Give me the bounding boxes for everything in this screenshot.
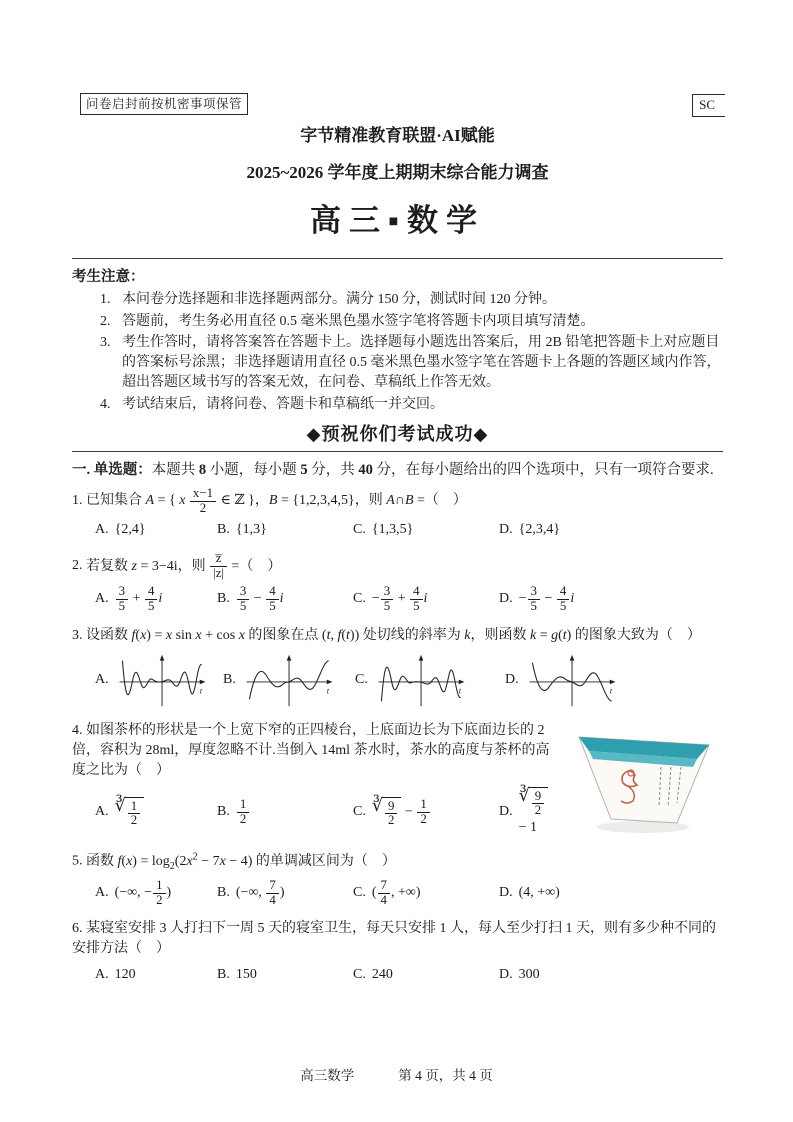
divider-section — [72, 451, 723, 452]
option-b: B. $\frac{1}{2}$ — [217, 798, 353, 826]
option-a: A. t — [95, 651, 223, 709]
teacup-image — [565, 715, 723, 837]
svg-text:t: t — [609, 685, 612, 696]
option-d: D. (4, +∞) — [499, 883, 723, 903]
option-b: B. (−∞, $\frac{7}{4}$ ) — [217, 878, 285, 907]
question-3-options — [72, 651, 723, 709]
option-c: C. ( $\frac{7}{4}$ , +∞) — [353, 878, 421, 907]
option-value: ∛ $\frac{9}{2}$ − 1 — [519, 787, 555, 838]
option-value: $\frac{3}{5}$ + $\frac{4}{5}$ i — [115, 585, 163, 613]
option-d: D. 300 — [499, 965, 723, 985]
notice-item-text: 本问卷分选择题和非选择题两部分。满分 150 分，测试时间 120 分钟。 — [122, 292, 556, 308]
exam-organizer-title: 字节精准教育联盟·AI赋能 — [300, 126, 495, 145]
option-a: A. (−∞, − $\frac{1}{2}$ ) — [95, 878, 172, 907]
question-4 — [72, 721, 723, 838]
question-3 — [72, 626, 723, 709]
option-d: D. − $\frac{3}{5}$ − $\frac{4}{5}$ i — [499, 584, 575, 613]
notice-item-3 — [100, 333, 723, 394]
notice-item-text: 答题前，考生务必用直径 0.5 毫米黑色墨水签字笔将答题卡内项目填写清楚。 — [122, 313, 595, 329]
option-c: C. ∛ $\frac{9}{2}$ − $\frac{1}{2}$ — [353, 797, 499, 828]
graph-option-d — [525, 651, 621, 709]
question-number: 3. — [72, 627, 83, 643]
question-2-options — [72, 585, 723, 613]
option-d: D. {2,3,4} — [499, 520, 723, 540]
confidential-notice: 问卷启封前按机密事项保管 — [80, 93, 248, 115]
question-5-options — [72, 879, 723, 907]
question-number: 5. — [72, 853, 83, 869]
option-b: B. {1,3} — [217, 520, 353, 540]
option-c: C. {1,3,5} — [353, 520, 499, 540]
option-a: A. 120 — [95, 965, 217, 985]
notice-item-number: 2. — [100, 313, 111, 329]
question-1 — [72, 487, 723, 540]
exam-subject-title: 高三▪数学 — [310, 203, 485, 239]
corner-mark: SC — [692, 94, 725, 117]
notice-item-1 — [100, 290, 723, 310]
option-value: ∛ $\frac{1}{2}$ — [115, 797, 145, 828]
question-text: 已知集合 A = { x $\frac{x-1}{2}$ ∈ ℤ }，B = {1,2,3,4,5}，则 A∩B =（ ） — [86, 486, 467, 515]
option-a: A. $\frac{3}{5}$ + $\frac{4}{5}$ i — [95, 584, 163, 613]
notice-item-number: 3. — [100, 334, 111, 350]
option-d: D. t — [505, 651, 723, 709]
exam-session-title: 2025~2026 学年度上期期末综合能力调查 — [246, 162, 549, 182]
page-footer — [0, 1066, 793, 1086]
option-d: D. ∛ $\frac{9}{2}$ − 1 — [499, 787, 555, 838]
footer-page-number: 第 4 页，共 4 页 — [398, 1068, 493, 1084]
option-value: {1,3} — [235, 522, 267, 538]
good-luck-banner: ◆预祝你们考试成功◆ — [306, 424, 489, 445]
option-value: ( $\frac{7}{4}$ , +∞) — [371, 878, 421, 907]
question-number: 1. — [72, 493, 83, 509]
notice-heading: 考生注意： — [72, 269, 145, 286]
option-a: A. ∛ $\frac{1}{2}$ — [95, 797, 217, 828]
question-3-stem — [72, 626, 723, 646]
divider-top — [72, 258, 723, 259]
option-value: (−∞, − $\frac{1}{2}$ ) — [114, 878, 172, 907]
option-b: B. 150 — [217, 965, 353, 985]
question-6-options — [72, 965, 723, 985]
graph-option-b — [242, 651, 338, 709]
question-2 — [72, 552, 723, 613]
svg-text:t: t — [199, 685, 202, 696]
question-text: 函数 $f(x) = \log_2(2x^2 - 7x - 4)$ 的单调减区间为（ ） — [86, 851, 396, 872]
notice-item-text: 考生作答时，请将答案答在答题卡上。选择题每小题选出答案后，用 2B 铅笔把答题卡上对应题目的答案标号涂黑；非选择题请用直径 0.5 毫米黑色墨水签字笔在答题卡上各题的答题区域内作答，超出答题区域书写的答案无效，在问卷、草稿纸上作答无效。 — [122, 334, 721, 391]
notice-item-4 — [100, 395, 723, 415]
question-number: 2. — [72, 558, 83, 574]
option-value: ∛ $\frac{9}{2}$ − $\frac{1}{2}$ — [372, 797, 431, 828]
option-c: C. 240 — [353, 965, 499, 985]
option-b: B. $\frac{3}{5}$ − $\frac{4}{5}$ i — [217, 584, 284, 613]
question-1-options — [72, 520, 723, 540]
question-number: 6. — [72, 921, 83, 937]
option-c: C. − $\frac{3}{5}$ + $\frac{4}{5}$ i — [353, 584, 428, 613]
option-value: 240 — [371, 966, 393, 982]
question-text: 某寝室安排 3 人打扫下一周 5 天的寝室卫生，每天只安排 1 人，每人至少打扫 1 天，则有多少种不同的安排方法（ ） — [72, 921, 716, 957]
question-text: 设函数 f(x) = x sin x + cos x 的图象在点 (t, f(t)) 处切线的斜率为 k，则函数 k = g(t) 的图象大致为（ ） — [86, 627, 701, 643]
option-value: {1,3,5} — [371, 522, 414, 538]
option-a: A. {2,4} — [95, 520, 217, 540]
option-value: 300 — [518, 966, 540, 982]
question-text: 如图茶杯的形状是一个上宽下窄的正四棱台，上底面边长为下底面边长的 2 倍，容积为 28ml，厚度忽略不计.当倒入 14ml 茶水时，茶水的高度与茶杯的高度之比为（ ） — [72, 722, 550, 779]
question-6-stem — [72, 919, 723, 960]
notice-item-2 — [100, 312, 723, 332]
notice-item-text: 考试结束后，请将问卷、答题卡和草稿纸一并交回。 — [122, 396, 444, 412]
notice-item-number: 1. — [100, 292, 111, 308]
question-4-options — [72, 784, 555, 838]
svg-text:t: t — [458, 685, 461, 696]
option-b: B. t — [223, 651, 355, 709]
question-5-stem — [72, 850, 723, 874]
option-value: $\frac{3}{5}$ − $\frac{4}{5}$ i — [236, 585, 284, 613]
option-value: 120 — [114, 966, 136, 982]
section-one-heading: 一. 单选题：本题共 8 小题，每小题 5 分，共 40 分，在每小题给出的四个选项中，只有一项符合要求. — [72, 462, 714, 479]
option-c: C. t — [355, 651, 505, 709]
graph-option-a — [115, 651, 211, 709]
option-value: {2,4} — [114, 522, 146, 538]
notice-item-number: 4. — [100, 396, 111, 412]
question-1-stem — [72, 487, 723, 515]
question-6 — [72, 919, 723, 985]
option-value: {2,3,4} — [518, 522, 561, 538]
graph-option-c — [374, 651, 470, 709]
option-value: 150 — [235, 966, 257, 982]
svg-text:t: t — [326, 685, 329, 696]
option-value: − $\frac{3}{5}$ + $\frac{4}{5}$ i — [371, 584, 428, 613]
question-number: 4. — [72, 722, 83, 738]
option-value: (4, +∞) — [518, 884, 560, 900]
question-text: 若复数 z = 3−4i，则 $\frac{z̅}{|z|}$ =（ ） — [86, 551, 282, 580]
option-value: (−∞, $\frac{7}{4}$ ) — [235, 878, 285, 907]
question-5 — [72, 850, 723, 907]
option-value: $\frac{1}{2}$ — [236, 798, 250, 826]
question-2-stem — [72, 552, 723, 580]
option-value: − $\frac{3}{5}$ − $\frac{4}{5}$ i — [518, 584, 575, 613]
footer-subject: 高三数学 — [300, 1068, 355, 1084]
